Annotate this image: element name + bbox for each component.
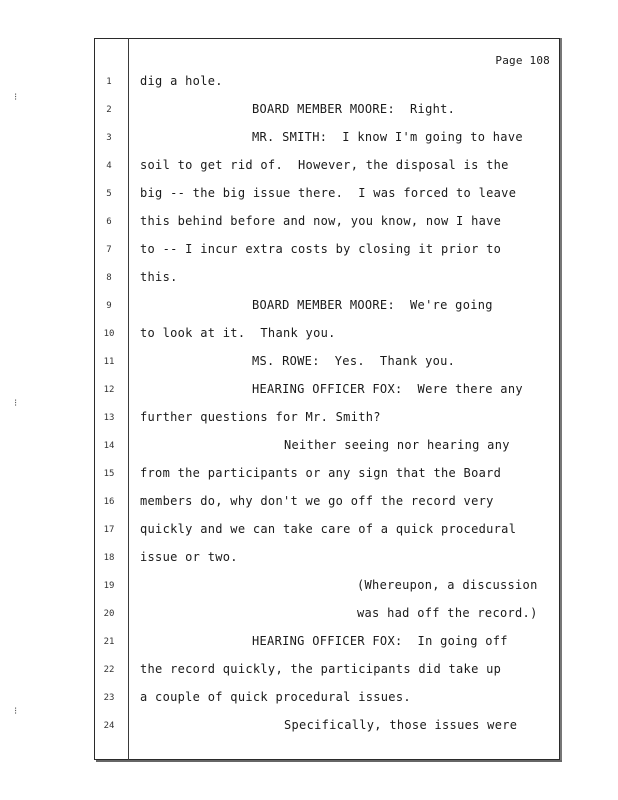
transcript-line: BOARD MEMBER MOORE: Right.	[252, 102, 456, 116]
line-number: 23	[103, 693, 115, 703]
transcript-line: MR. SMITH: I know I'm going to have	[252, 130, 523, 144]
transcript-line: HEARING OFFICER FOX: In going off	[252, 634, 508, 648]
transcript-line: to look at it. Thank you.	[140, 326, 336, 340]
hole-punch-mark: ⁝	[14, 706, 18, 717]
transcript-line: quickly and we can take care of a quick procedural	[140, 522, 517, 536]
hole-punch-mark: ⁝	[14, 398, 18, 409]
transcript-line: Neither seeing nor hearing any	[284, 438, 510, 452]
line-number: 22	[103, 665, 115, 675]
line-number: 13	[103, 413, 115, 423]
line-number: 21	[103, 637, 115, 647]
transcript-line: this behind before and now, you know, now I have	[140, 214, 502, 228]
line-number: 18	[103, 553, 115, 563]
transcript-page-frame	[94, 38, 560, 760]
transcript-line: a couple of quick procedural issues.	[140, 690, 411, 704]
line-number: 15	[103, 469, 115, 479]
transcript-line: issue or two.	[140, 550, 238, 564]
transcript-line: (Whereupon, a discussion	[357, 578, 538, 592]
line-number: 10	[103, 329, 115, 339]
line-number: 1	[106, 77, 112, 87]
transcript-line: members do, why don't we go off the record very	[140, 494, 494, 508]
transcript-line: Specifically, those issues were	[284, 718, 518, 732]
line-number: 2	[106, 105, 112, 115]
transcript-line: soil to get rid of. However, the disposal is the	[140, 158, 509, 172]
transcript-line: to -- I incur extra costs by closing it prior to	[140, 242, 502, 256]
line-number: 14	[103, 441, 115, 451]
transcript-line: further questions for Mr. Smith?	[140, 410, 381, 424]
line-number: 24	[103, 721, 115, 731]
line-number: 3	[106, 133, 112, 143]
transcript-line: BOARD MEMBER MOORE: We're going	[252, 298, 493, 312]
page-bottom-edge	[96, 760, 562, 762]
transcript-line: from the participants or any sign that the Board	[140, 466, 502, 480]
transcript-line: the record quickly, the participants did take up	[140, 662, 502, 676]
line-number: 17	[103, 525, 115, 535]
page-number: Page 108	[495, 54, 550, 67]
transcript-line: HEARING OFFICER FOX: Were there any	[252, 382, 523, 396]
transcript-line: MS. ROWE: Yes. Thank you.	[252, 354, 456, 368]
line-number: 5	[106, 189, 112, 199]
transcript-line: big -- the big issue there. I was forced to leave	[140, 186, 517, 200]
transcript-line: this.	[140, 270, 178, 284]
line-number: 8	[106, 273, 112, 283]
transcript-line: was had off the record.)	[357, 606, 538, 620]
line-number: 20	[103, 609, 115, 619]
line-number: 16	[103, 497, 115, 507]
line-number: 6	[106, 217, 112, 227]
line-number: 11	[103, 357, 115, 367]
line-number: 9	[106, 301, 112, 311]
line-number: 19	[103, 581, 115, 591]
transcript-line: dig a hole.	[140, 74, 223, 88]
line-number: 4	[106, 161, 112, 171]
line-number-margin-rule	[128, 38, 129, 760]
line-number: 7	[106, 245, 112, 255]
hole-punch-mark: ⁝	[14, 92, 18, 103]
line-number: 12	[103, 385, 115, 395]
page-right-edge	[560, 38, 562, 762]
